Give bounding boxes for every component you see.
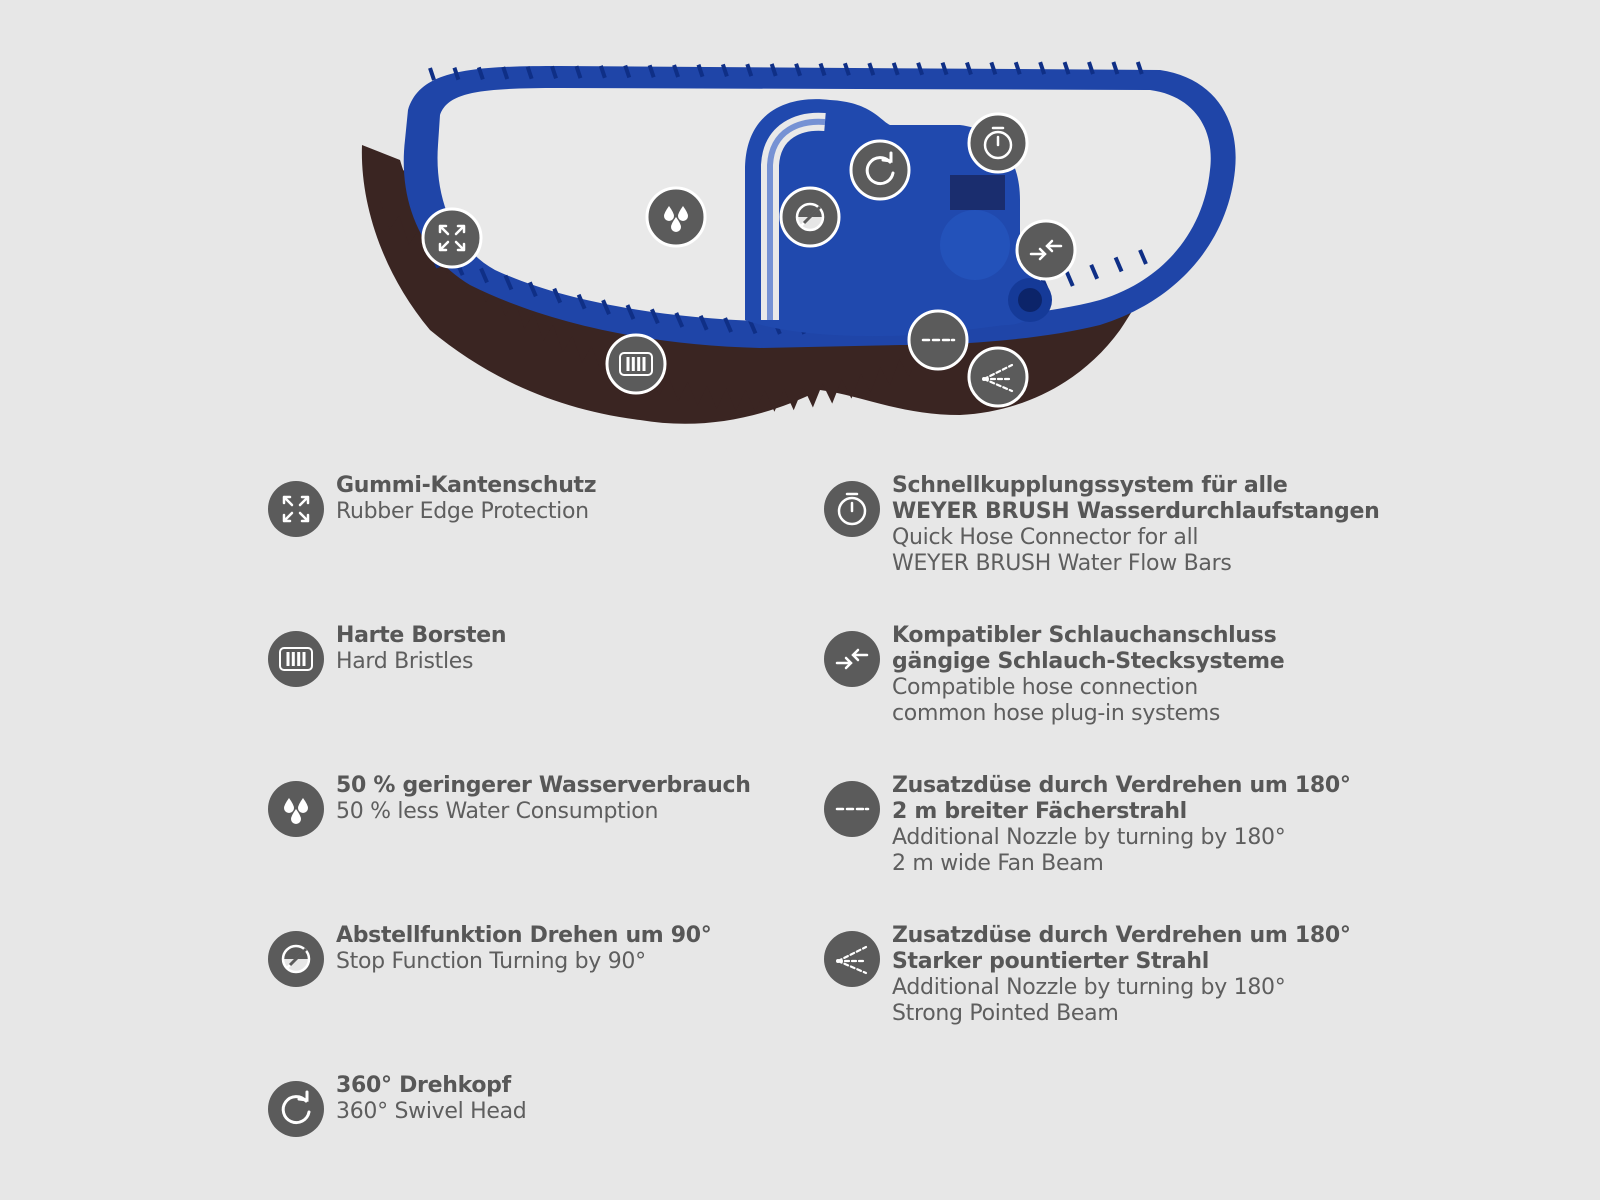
stopwatch-icon	[824, 481, 880, 537]
feature-text	[892, 623, 1284, 727]
feature-item	[824, 623, 1285, 727]
feature-title-de: Gummi-Kantenschutz	[336, 473, 597, 498]
hotspot-rotate-icon[interactable]	[851, 141, 909, 199]
pointed-beam-icon	[824, 931, 880, 987]
feature-item	[824, 923, 1351, 1027]
feature-title-de: Kompatibler Schlauchanschluss	[892, 623, 1277, 648]
feature-title-en: Rubber Edge Protection	[336, 499, 589, 524]
feature-title-de: Schnellkupplungssystem für alle	[892, 473, 1288, 498]
feature-item	[824, 773, 1351, 877]
feature-title-en: Stop Function Turning by 90°	[336, 949, 646, 974]
feature-title-en: 50 % less Water Consumption	[336, 799, 659, 824]
feature-item	[268, 773, 751, 837]
feature-title-de: Harte Borsten	[336, 623, 507, 648]
hotspot-circle	[423, 209, 481, 267]
feature-item	[268, 623, 507, 687]
feature-text	[336, 623, 506, 675]
feature-subtitle-de: gängige Schlauch-Stecksysteme	[892, 649, 1285, 674]
fan-beam-icon	[824, 781, 880, 837]
feature-text	[336, 923, 712, 975]
feature-title-de: 50 % geringerer Wasserverbrauch	[336, 773, 751, 798]
stop-function-icon	[268, 931, 324, 987]
hotspot-circle	[969, 348, 1027, 406]
feature-title-en: Hard Bristles	[336, 649, 474, 674]
hotspot-stopwatch-icon[interactable]	[969, 114, 1027, 172]
hotspot-water-drops-icon[interactable]	[647, 188, 705, 246]
feature-text	[892, 923, 1351, 1027]
hotspot-connector-arrows-icon[interactable]	[1017, 221, 1075, 279]
feature-subtitle-en: 2 m wide Fan Beam	[892, 851, 1104, 876]
feature-subtitle-en: common hose plug-in systems	[892, 701, 1221, 726]
feature-text	[336, 1073, 526, 1125]
hotspot-circle	[851, 141, 909, 199]
feature-item	[268, 473, 597, 537]
feature-subtitle-en: Strong Pointed Beam	[892, 1001, 1119, 1026]
feature-item	[824, 473, 1380, 577]
hotspot-circle	[607, 335, 665, 393]
feature-title-en: Additional Nozzle by turning by 180°	[892, 825, 1286, 850]
feature-subtitle-de: WEYER BRUSH Wasserdurchlaufstangen	[892, 499, 1380, 524]
feature-title-en: Additional Nozzle by turning by 180°	[892, 975, 1286, 1000]
feature-text	[892, 473, 1379, 577]
water-drops-icon	[268, 781, 324, 837]
hotspot-expand-arrows-icon[interactable]	[423, 209, 481, 267]
hotspot-pointed-beam-icon[interactable]	[969, 348, 1027, 406]
hotspot-fan-beam-icon[interactable]	[909, 311, 967, 369]
feature-subtitle-de: Starker pountierter Strahl	[892, 949, 1209, 974]
hotspot-circle	[1017, 221, 1075, 279]
feature-title-de: 360° Drehkopf	[336, 1073, 511, 1098]
feature-title-en: Compatible hose connection	[892, 675, 1198, 700]
feature-title-en: Quick Hose Connector for all	[892, 525, 1199, 550]
rotate-icon	[268, 1081, 324, 1137]
feature-subtitle-de: 2 m breiter Fächerstrahl	[892, 799, 1187, 824]
feature-subtitle-en: WEYER BRUSH Water Flow Bars	[892, 551, 1232, 576]
brush-illustration	[0, 0, 1600, 460]
hotspot-bristles-icon[interactable]	[607, 335, 665, 393]
feature-item	[268, 1073, 527, 1137]
bristles-icon	[268, 631, 324, 687]
connector-arrows-icon	[824, 631, 880, 687]
expand-arrows-icon	[268, 481, 324, 537]
hotspot-stop-function-icon[interactable]	[781, 188, 839, 246]
feature-title-de: Zusatzdüse durch Verdrehen um 180°	[892, 923, 1351, 948]
feature-title-de: Zusatzdüse durch Verdrehen um 180°	[892, 773, 1351, 798]
feature-text	[336, 473, 596, 525]
feature-title-en: 360° Swivel Head	[336, 1099, 527, 1124]
feature-item	[268, 923, 712, 987]
feature-title-de: Abstellfunktion Drehen um 90°	[336, 923, 712, 948]
feature-text	[892, 773, 1351, 877]
feature-text	[336, 773, 751, 825]
